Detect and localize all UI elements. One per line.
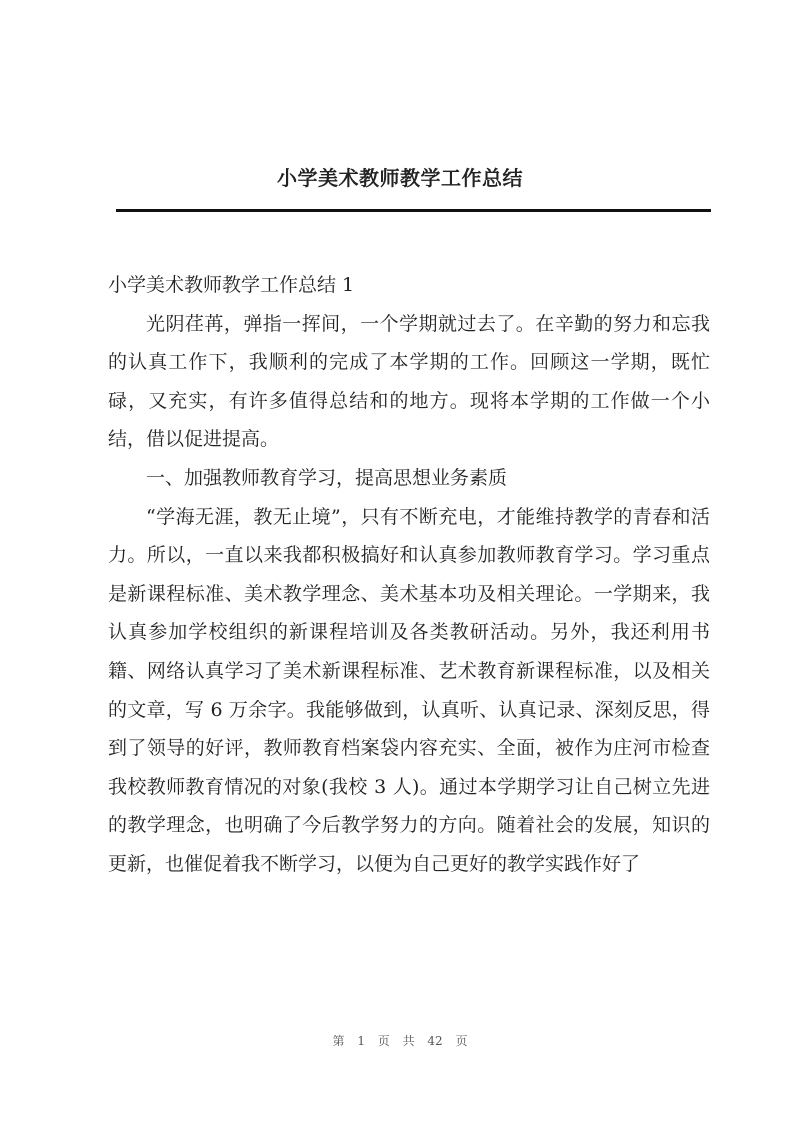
title-divider — [116, 209, 711, 212]
document-body — [108, 266, 710, 884]
paragraph-intro: 光阴荏苒，弹指一挥间，一个学期就过去了。在辛勤的努力和忘我的认真工作下，我顺利的完成了本学期的工作。回顾这一学期，既忙碌，又充实，有许多值得总结和的地方。现将本学期的工作做一个小结，借以促进提高。 — [108, 312, 710, 451]
section-heading: 小学美术教师教学工作总结 1 — [108, 274, 355, 296]
paragraph-study: “学海无涯，教无止境”，只有不断充电，才能维持教学的青春和活力。所以，一直以来我都积极搞好和认真参加教师教育学习。学习重点是新课程标准、美术教学理念、美术基本功及相关理论。一学期来，我认真参加学校组织的新课程培训及各类教研活动。另外，我还利用书籍、网络认真学习了美术新课程标准、艺术教育新课程标准，以及相关的文章，写 6 万余字。我能够做到，认真听、认真记录、深刻反思，得到了领导的好评，教师教育档案袋内容充实、全面，被作为庄河市检查我校教师教育情况的对象(我校 3 人)。通过本学期学习让自己树立先进的教学理念，也明确了今后教学努力的方向。随着社会的发展，知识的更新，也催促着我不断学习，以便为自己更好的教学实践作好了 — [108, 505, 710, 875]
paragraph-heading-one: 一、加强教师教育学习，提高思想业务素质 — [146, 466, 508, 489]
document-title: 小学美术教师教学工作总结 — [277, 166, 523, 190]
page-number-footer: 第 1 页 共 42 页 — [332, 1034, 468, 1048]
